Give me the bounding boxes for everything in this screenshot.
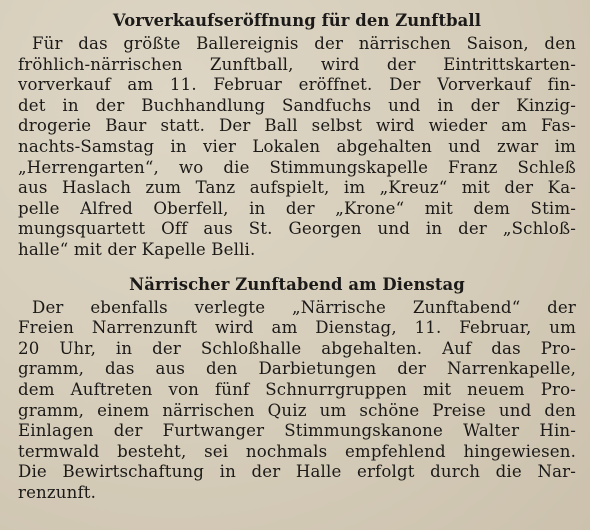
text-line: renzunft.: [18, 482, 96, 502]
text-line: Die Bewirtschaftung in der Halle erfolgt durch die Nar-: [18, 462, 576, 482]
text-line: Der ebenfalls verlegte „Närrische Zunftabend“ der: [32, 297, 576, 317]
text-line: „Herrengarten“, wo die Stimmungskapelle Franz Schleß: [18, 157, 576, 177]
article-body: [18, 298, 576, 504]
text-line: pelle Alfred Oberfell, in der „Krone“ mit dem Stim-: [18, 198, 576, 218]
text-line: fröhlich-närrischen Zunftball, wird der Eintrittskarten-: [18, 54, 576, 74]
text-line: Freien Narrenzunft wird am Dienstag, 11. Februar, um: [18, 318, 576, 338]
article-zunftabend: [18, 274, 576, 504]
text-line: Für das größte Ballereignis der närrischen Saison, den: [32, 34, 576, 53]
text-line: termwald besteht, sei nochmals empfehlend hingewiesen.: [18, 441, 576, 461]
article-headline: Vorverkaufseröffnung für den Zunftball: [112, 11, 482, 30]
text-line: halle“ mit der Kapelle Belli.: [18, 239, 256, 259]
text-line: Einlagen der Furtwanger Stimmungskanone Walter Hin-: [18, 421, 576, 441]
text-line: det in der Buchhandlung Sandfuchs und in der Kinzig-: [18, 95, 576, 115]
text-line: dem Auftreten von fünf Schnurrgruppen mit neuem Pro-: [18, 379, 576, 399]
text-line: gramm, das aus den Darbietungen der Narrenkapelle,: [18, 359, 576, 379]
text-line: drogerie Baur statt. Der Ball selbst wird wieder am Fas-: [18, 116, 576, 136]
text-line: mungsquartett Off aus St. Georgen und in der „Schloß-: [18, 219, 576, 239]
article-body: [18, 34, 576, 261]
article-headline: Närrischer Zunftabend am Dienstag: [129, 274, 465, 294]
text-line: aus Haslach zum Tanz aufspielt, im „Kreuz“ mit der Ka-: [18, 178, 576, 198]
text-line: 20 Uhr, in der Schloßhalle abgehalten. Auf das Pro-: [18, 338, 576, 358]
article-zunftball: [18, 10, 576, 261]
text-line: vorverkauf am 11. Februar eröffnet. Der Vorverkauf fin-: [18, 75, 576, 95]
text-line: nachts-Samstag in vier Lokalen abgehalten und zwar im: [18, 136, 576, 156]
text-line: gramm, einem närrischen Quiz um schöne Preise und den: [18, 400, 576, 420]
